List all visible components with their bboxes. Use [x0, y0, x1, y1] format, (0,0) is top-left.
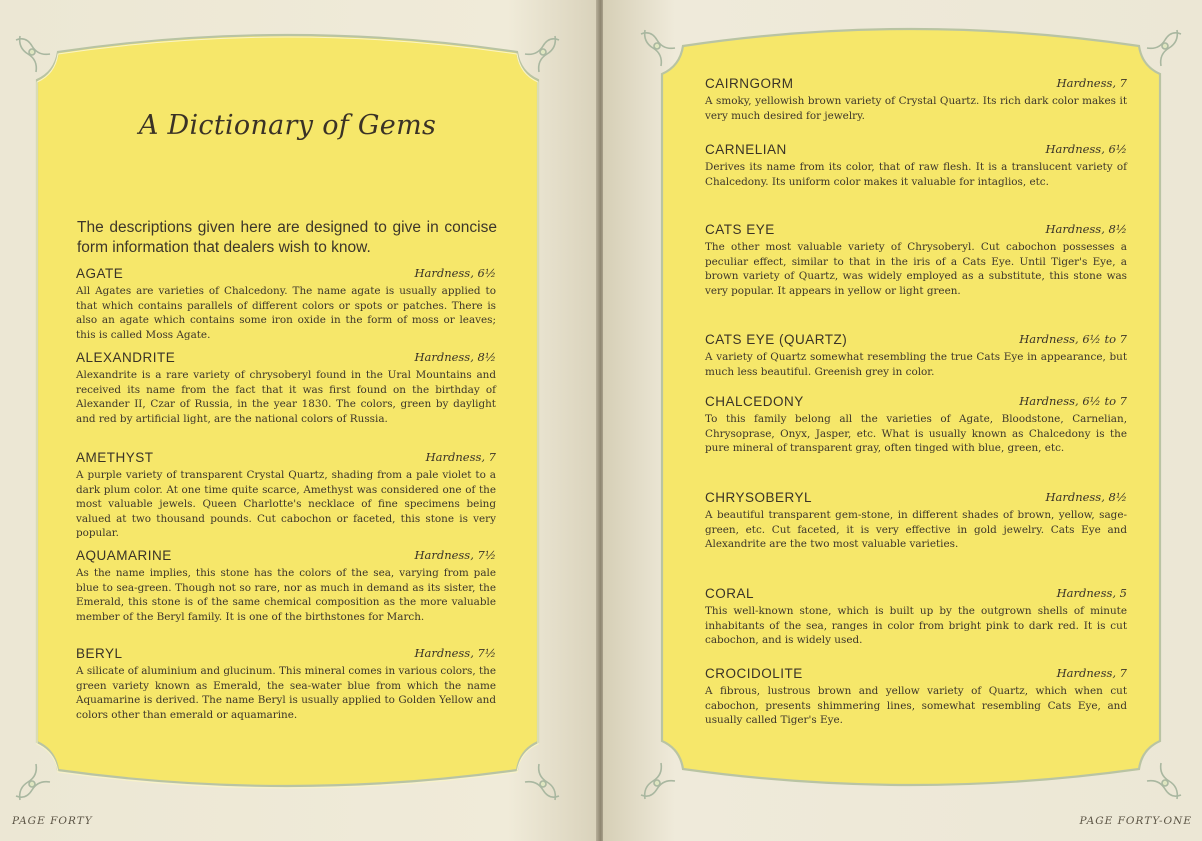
gem-name: AGATE	[76, 266, 124, 281]
right-page	[603, 0, 1202, 841]
gem-description: All Agates are varieties of Chalcedony. The name agate is usually applied to that which contains parallels of different colors or spots or patches. There is also an agate which contains some iron oxide in the form of moss or leaves; this is called Moss Agate.	[76, 285, 496, 341]
gem-name: CARNELIAN	[705, 142, 787, 157]
gem-description: The other most valuable variety of Chrysoberyl. Cut cabochon possesses a peculiar effect, similar to that in the iris of a Cats Eye. Until Tiger's Eye, a brown variety of Quartz, was widely employed as a substitute, this stone was very popular. It appears in yellow or light green.	[705, 241, 1127, 297]
gem-name: CATS EYE	[705, 222, 775, 237]
gem-hardness: Hardness, 6½	[1045, 142, 1127, 156]
gem-hardness: Hardness, 8½	[1045, 222, 1127, 236]
gem-description: Derives its name from its color, that of raw flesh. It is a translucent variety of Chalcedony. Its uniform color makes it valuable for intaglios, etc.	[705, 161, 1127, 188]
gem-entry-aquamarine	[76, 548, 496, 624]
page-title: A Dictionary of Gems	[138, 110, 437, 141]
gem-name: ALEXANDRITE	[76, 350, 176, 365]
right-page-yellow-panel	[645, 14, 1177, 801]
gem-entry-chrysoberyl	[705, 490, 1127, 552]
page-number: PAGE FORTY	[12, 815, 93, 827]
gem-description: A fibrous, lustrous brown and yellow variety of Quartz, which when cut cabochon, presents shimmering lines, somewhat resembling Cats Eye, and usually called Tiger's Eye.	[705, 685, 1127, 727]
left-page-yellow-panel	[20, 20, 555, 802]
gem-name: AQUAMARINE	[76, 548, 172, 563]
gem-description: This well-known stone, which is built up by the outgrown shells of minute inhabitants of the sea, ranges in color from bright pink to dark red. It is cut cabochon, and is widely used.	[705, 605, 1127, 647]
gem-description: A beautiful transparent gem-stone, in different shades of brown, yellow, sage-green, etc. Cut faceted, it is very effective in gold jewelry. Cats Eye and Alexandrite are the two most valuable varieties.	[705, 509, 1127, 551]
gem-name: CORAL	[705, 586, 755, 601]
gem-entry-cairngorm	[705, 76, 1127, 123]
gem-description: A smoky, yellowish brown variety of Crystal Quartz. Its rich dark color makes it very much desired for jewelry.	[705, 95, 1127, 122]
gem-hardness: Hardness, 6½ to 7	[1019, 394, 1127, 408]
gem-hardness: Hardness, 8½	[1045, 490, 1127, 504]
gem-name: AMETHYST	[76, 450, 154, 465]
gem-hardness: Hardness, 5	[1056, 586, 1127, 600]
gem-description: A variety of Quartz somewhat resembling the true Cats Eye in appearance, but much less beautiful. Greenish grey in color.	[705, 351, 1127, 378]
gem-name: CHRYSOBERYL	[705, 490, 813, 505]
gem-name: CHALCEDONY	[705, 394, 804, 409]
gem-hardness: Hardness, 7	[1056, 76, 1127, 90]
gem-name: CATS EYE (QUARTZ)	[705, 332, 848, 347]
gem-hardness: Hardness, 7	[1056, 666, 1127, 680]
gem-hardness: Hardness, 7½	[414, 548, 496, 562]
gem-description: A silicate of aluminium and glucinum. This mineral comes in various colors, the green variety known as Emerald, the sea-water blue from which the name Aquamarine is derived. The name Beryl is usually applied to Golden Yellow and colors other than emerald or aquamarine.	[76, 665, 496, 721]
gem-name: BERYL	[76, 646, 123, 661]
gem-entry-cats-eye	[705, 222, 1127, 298]
intro-paragraph: The descriptions given here are designed to give in concise form information that dealers wish to know.	[77, 219, 497, 256]
gem-description: A purple variety of transparent Crystal Quartz, shading from a pale violet to a dark plum color. At one time quite scarce, Amethyst was considered one of the most valuable jewels. Queen Charlotte's necklace of fine specimens being valued at two thousand pounds. Cut cabochon or faceted, this stone is very popular.	[76, 469, 496, 540]
gem-name: CAIRNGORM	[705, 76, 794, 91]
gem-hardness: Hardness, 8½	[414, 350, 496, 364]
gem-entry-amethyst	[76, 450, 496, 541]
gem-hardness: Hardness, 7	[425, 450, 496, 464]
gem-entry-chalcedony	[705, 394, 1127, 456]
gem-entry-coral	[705, 586, 1127, 648]
gem-hardness: Hardness, 7½	[414, 646, 496, 660]
gem-entry-carnelian	[705, 142, 1127, 189]
gem-entry-agate	[76, 266, 496, 342]
gem-hardness: Hardness, 6½ to 7	[1019, 332, 1127, 346]
gem-entry-beryl	[76, 646, 496, 722]
gem-entry-crocidolite	[705, 666, 1127, 728]
page-number: PAGE FORTY-ONE	[1079, 815, 1192, 827]
gem-description: Alexandrite is a rare variety of chrysoberyl found in the Ural Mountains and received its name from the fact that it was first found on the birthday of Alexander II, Czar of Russia, in the year 1830. The colors, green by daylight and red by artificial light, are the national colors of Russia.	[76, 369, 496, 425]
gem-entry-cats-eye-quartz	[705, 332, 1127, 379]
gem-name: CROCIDOLITE	[705, 666, 803, 681]
gem-description: As the name implies, this stone has the colors of the sea, varying from pale blue to sea-green. Though not so rare, nor as much in demand as its sister, the Emerald, this stone is of the same chemical composition as the more valuable member of the Beryl family. It is one of the birthstones for March.	[76, 567, 496, 623]
gem-hardness: Hardness, 6½	[414, 266, 496, 280]
gem-entry-alexandrite	[76, 350, 496, 426]
left-page	[0, 0, 598, 841]
gem-description: To this family belong all the varieties of Agate, Bloodstone, Carnelian, Chrysoprase, Onyx, Jasper, etc. What is usually known as Chalcedony is the pure mineral of transparent gray, often tinged with blue, green, etc.	[705, 413, 1127, 455]
